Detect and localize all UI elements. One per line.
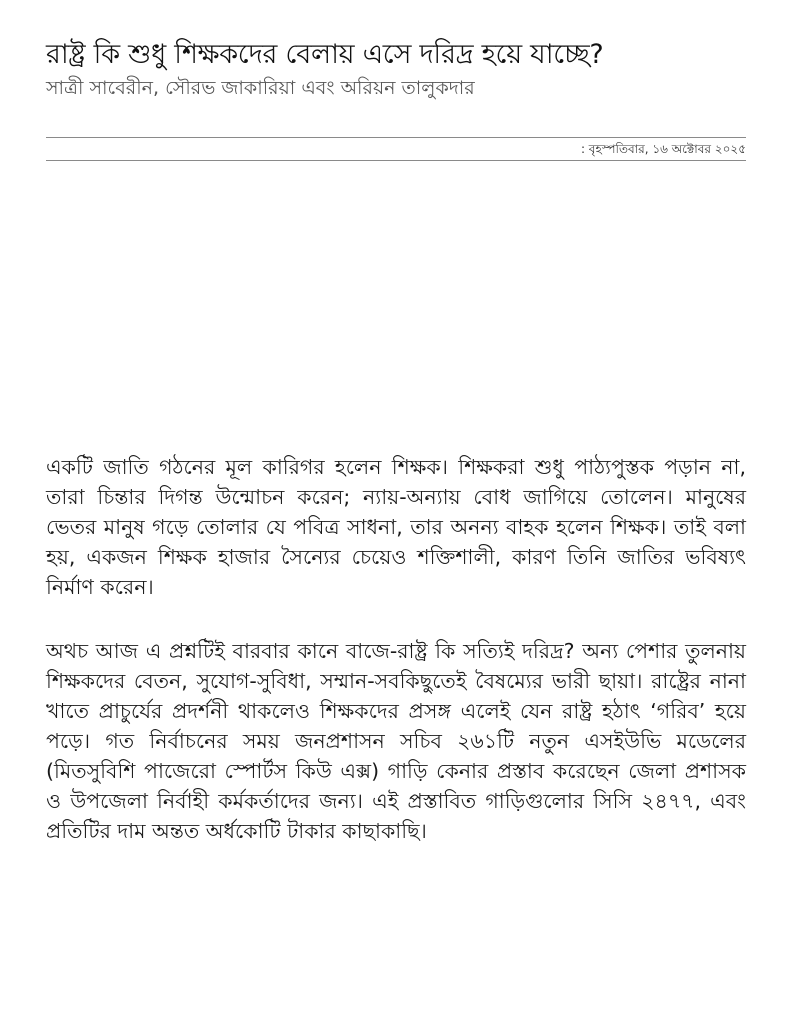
- body-paragraph: অথচ আজ এ প্রশ্নটিই বারবার কানে বাজে-রাষ্ট্র কি সত্যিই দরিদ্র? অন্য পেশার তুলনায় শিক্ষকদের বেতন, সুযোগ-সুবিধা, সম্মান-সবকিছুতেই বৈষম্যের ভারী ছায়া। রাষ্ট্রের নানা খাতে প্রাচুর্যের প্রদর্শনী থাকলেও শিক্ষকদের প্রসঙ্গ এলেই যেন রাষ্ট্র হঠাৎ ‘গরিব’ হয়ে পড়ে। গত নির্বাচনের সময় জনপ্রশাসন সচিব ২৬১টি নতুন এসইউভি মডেলের (মিতসুবিশি পাজেরো স্পোর্টস কিউ এক্স) গাড়ি কেনার প্রস্তাব করেছেন জেলা প্রশাসক ও উপজেলা নির্বাহী কর্মকর্তাদের জন্য। এই প্রস্তাবিত গাড়িগুলোর সিসি ২৪৭৭, এবং প্রতিটির দাম অন্তত অর্ধকোটি টাকার কাছাকাছি।: [46, 639, 746, 843]
- article-headline: রাষ্ট্র কি শুধু শিক্ষকদের বেলায় এসে দরিদ্র হয়ে যাচ্ছে?: [46, 39, 604, 70]
- article-body: [46, 452, 746, 880]
- publish-date: : বৃহস্পতিবার, ১৬ অক্টোবর ২০২৫: [580, 142, 746, 156]
- date-bar: [46, 137, 746, 161]
- article-byline: সাত্রী সাবেরীন, সৌরভ জাকারিয়া এবং অরিয়ন তালুকদার: [46, 77, 475, 99]
- article-image-area: [46, 176, 746, 446]
- body-paragraph: একটি জাতি গঠনের মূল কারিগর হলেন শিক্ষক। শিক্ষকরা শুধু পাঠ্যপুস্তক পড়ান না, তারা চিন্তার দিগন্ত উন্মোচন করেন; ন্যায়-অন্যায় বোধ জাগিয়ে তোলেন। মানুষের ভেতর মানুষ গড়ে তোলার যে পবিত্র সাধনা, তার অনন্য বাহক হলেন শিক্ষক। তাই বলা হয়, একজন শিক্ষক হাজার সৈন্যের চেয়েও শক্তিশালী, কারণ তিনি জাতির ভবিষ্যৎ নির্মাণ করেন।: [46, 455, 746, 599]
- article: [46, 36, 746, 843]
